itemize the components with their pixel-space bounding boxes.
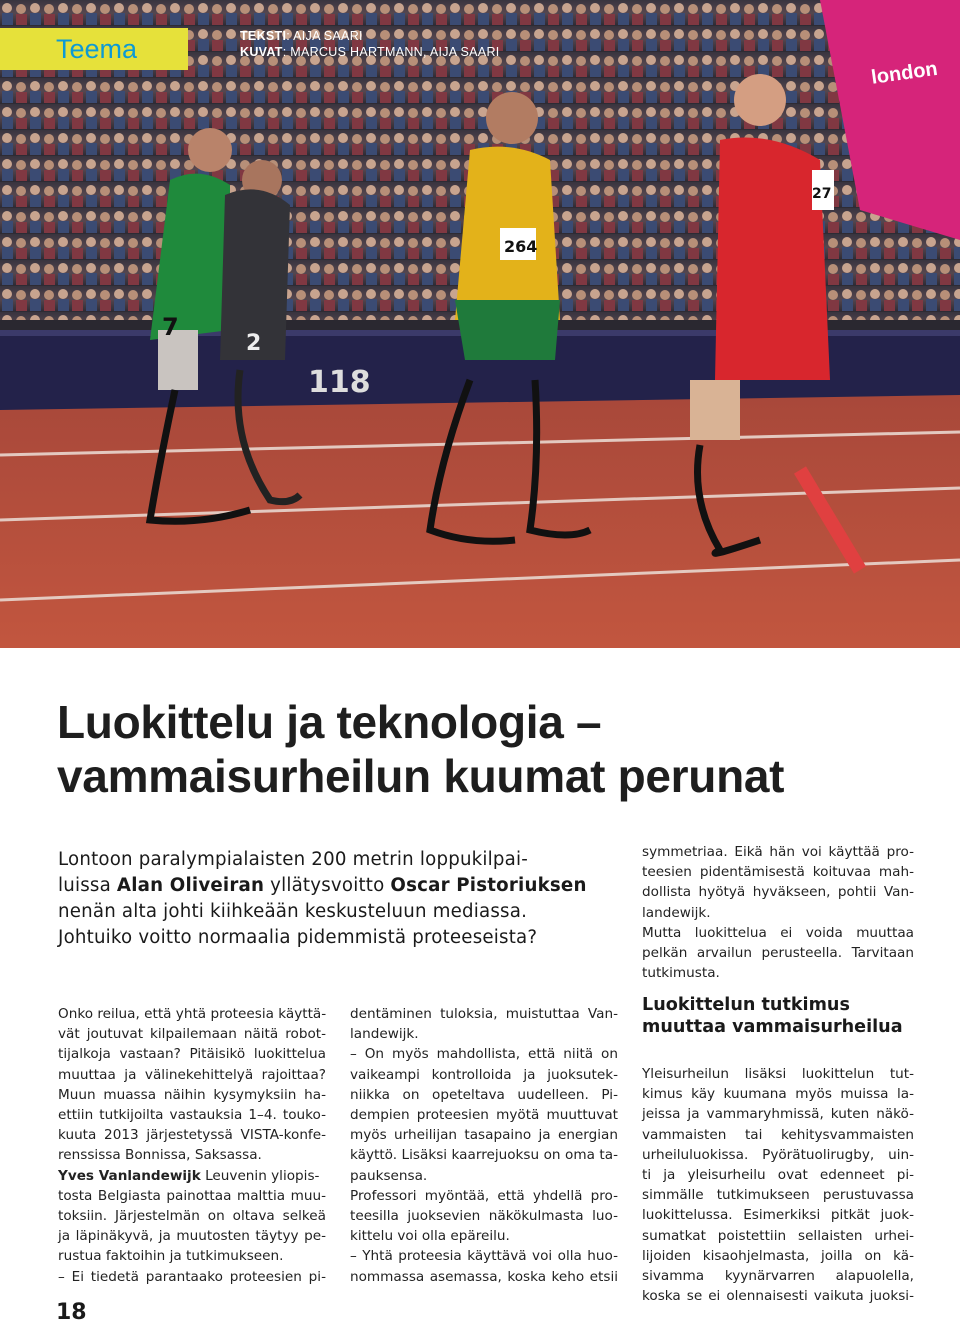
lead-line: Lontoon paralympialaisten 200 metrin loppukilpai- (58, 849, 529, 870)
body-line: Yleisurheilun lisäksi luokittelun tut- (642, 1066, 914, 1082)
body-line: – Ei tiedetä parantaako proteesien pi- (58, 1268, 326, 1285)
body-line: tijalkoja vastaan? Pitäisikö luokittelua (58, 1046, 326, 1063)
body-line: käyttö. Lisäksi kaarrejuoksu on oma ta- (350, 1147, 618, 1164)
lead-line: nenän alta johti kiihkeään keskusteluun mediassa. (58, 901, 528, 922)
body-line: Professori myöntää, että yhdellä pro- (350, 1187, 618, 1204)
body-line: – On myös mahdollista, että niitä on (350, 1046, 618, 1063)
body-line: kittelu voi olla epäreilu. (350, 1228, 510, 1245)
bib-27: 27 (812, 186, 832, 202)
article-headline (57, 695, 937, 803)
body-line: Mutta luokittelua ei voida muuttaa (642, 924, 914, 941)
section-tag: Teema (0, 28, 188, 70)
headline-line-2: vammaisurheilun kuumat perunat (57, 750, 785, 802)
text-credit (240, 28, 500, 44)
lead-name-oliveira: Alan Oliveiran (116, 875, 265, 896)
body-line: kuuta 2013 järjestetyssä VISTA-konfe- (58, 1127, 326, 1144)
body-line: kimus käy kuumana myös muissa la- (642, 1086, 914, 1103)
lead-name-pistorius: Oscar Pistoriuksen (390, 875, 587, 896)
subheading-line-2: muuttaa vammaisurheilua (642, 1017, 903, 1037)
bib-264: 264 (504, 237, 538, 256)
bib-7: 7 (162, 313, 179, 341)
name-vanlandewijk: Yves Vanlandewijk (58, 1167, 201, 1184)
headline-line-1: Luokittelu ja teknologia – (57, 696, 602, 748)
photo-credit (240, 44, 500, 60)
body-line: vät joutuvat kilpailemaan näitä robot- (58, 1026, 326, 1043)
body-line: dentäminen tuloksia, muistuttaa Van- (350, 1006, 618, 1022)
body-line: tutkimusta. (642, 965, 720, 982)
text-credit-name: : AIJA SAARI (286, 29, 363, 43)
body-line: muuttaa ja välinekehittelyä rajoittaa? (58, 1066, 326, 1083)
body-line: myös urheilijan tasapaino ja energian (350, 1127, 618, 1144)
hero-photo (0, 0, 960, 648)
body-line: ettiin tutkijoilta vastauksia 1–4. touko- (58, 1107, 326, 1124)
page-number: 18 (56, 1300, 87, 1325)
body-line: luokittelussa. Esimerkiksi pitkät juok- (642, 1207, 914, 1224)
body-column-2 (350, 1004, 618, 1287)
body-line: dempien proteesien myötä muuttuvat (350, 1107, 618, 1124)
lead-line: Johtuiko voitto normaalia pidemmistä proteeseista? (58, 927, 538, 948)
body-line: landewijk. (642, 904, 711, 921)
body-line: koska se ei olennaisesti vaikuta juoksi- (642, 1288, 914, 1305)
body-line: jeissa ja vammaryhmissä, kuten näkö- (642, 1106, 914, 1123)
wall-number: 118 (308, 365, 371, 400)
body-line: tosta Belgiasta painottaa malttia muu- (58, 1187, 326, 1204)
body-line: vammaisten tai kehitysvammaisten (642, 1126, 914, 1143)
body-line: Onko reilua, että yhtä proteesia käyttä- (58, 1006, 327, 1022)
body-line: sivamma kyynärvarren alapuolella, (642, 1268, 914, 1285)
article-lead (58, 847, 618, 951)
body-line: – Yhtä proteesia käyttävä voi olla huo- (350, 1248, 618, 1265)
photo-credit-label: KUVAT (240, 45, 283, 59)
body-line: simmälle tutkimukseen perustuvassa (642, 1187, 914, 1204)
lead-line: luissa Alan Oliveiran yllätysvoitto Oscar Pistoriuksen (58, 875, 587, 896)
body-line: symmetriaa. Eikä hän voi käyttää pro- (642, 844, 914, 860)
body-column-1 (58, 1004, 326, 1287)
body-line: vaikeampi kontrolloida ja juoksutek- (350, 1066, 618, 1083)
body-column-3-top (642, 842, 914, 983)
body-line: ti ja yleisurheilu ovat edenneet pi- (642, 1167, 914, 1184)
body-line: teesilla juoksevien näkökulmasta luo- (350, 1208, 618, 1225)
body-line: pauksensa. (350, 1167, 428, 1184)
photo-credit-name: : MARCUS HARTMANN, AIJA SAARI (282, 45, 500, 59)
body-line: rustua faktoihin ja tutkimukseen. (58, 1248, 284, 1265)
body-line: nommassa asemassa, koska keho etsii (350, 1268, 618, 1285)
body-line: teesien pidentämisestä koituvaa mah- (642, 864, 914, 881)
body-line: Muun muassa näihin kysymyksiin ha- (58, 1086, 326, 1103)
body-line: pelkän arvailun perusteella. Tarvitaan (642, 945, 914, 962)
bib-2: 2 (246, 331, 262, 356)
text-credit-label: TEKSTI (240, 29, 287, 43)
body-line: toksiin. Järjestelmän on oltava selkeä (58, 1208, 326, 1225)
banner-text: london (869, 57, 939, 89)
body-column-3-bottom (642, 1064, 914, 1306)
body-line: sumatkat poistettiin sellaisten urhei- (642, 1227, 914, 1244)
body-line: dollista hyötyä hyväkseen, pohtii Van- (642, 884, 914, 901)
subheading-line-1: Luokittelun tutkimus (642, 995, 850, 1015)
body-line: renssissa Bonnissa, Saksassa. (58, 1147, 262, 1164)
credits (240, 28, 500, 60)
body-line: urheiluluokissa. Pyörätuolirugby, uin- (642, 1146, 914, 1163)
body-line: landewijk. (350, 1026, 419, 1043)
body-line: Yves Vanlandewijk Leuvenin yliopis- (58, 1167, 320, 1184)
body-line: ja läpinäkyvä, ja muutosten täytyy pe- (58, 1228, 326, 1245)
section-subheading (642, 994, 922, 1038)
body-line: niikka on opeteltava uudelleen. Pi- (350, 1086, 618, 1103)
body-line: lijoiden kisaohjelmasta, joilla on kä- (642, 1247, 914, 1264)
